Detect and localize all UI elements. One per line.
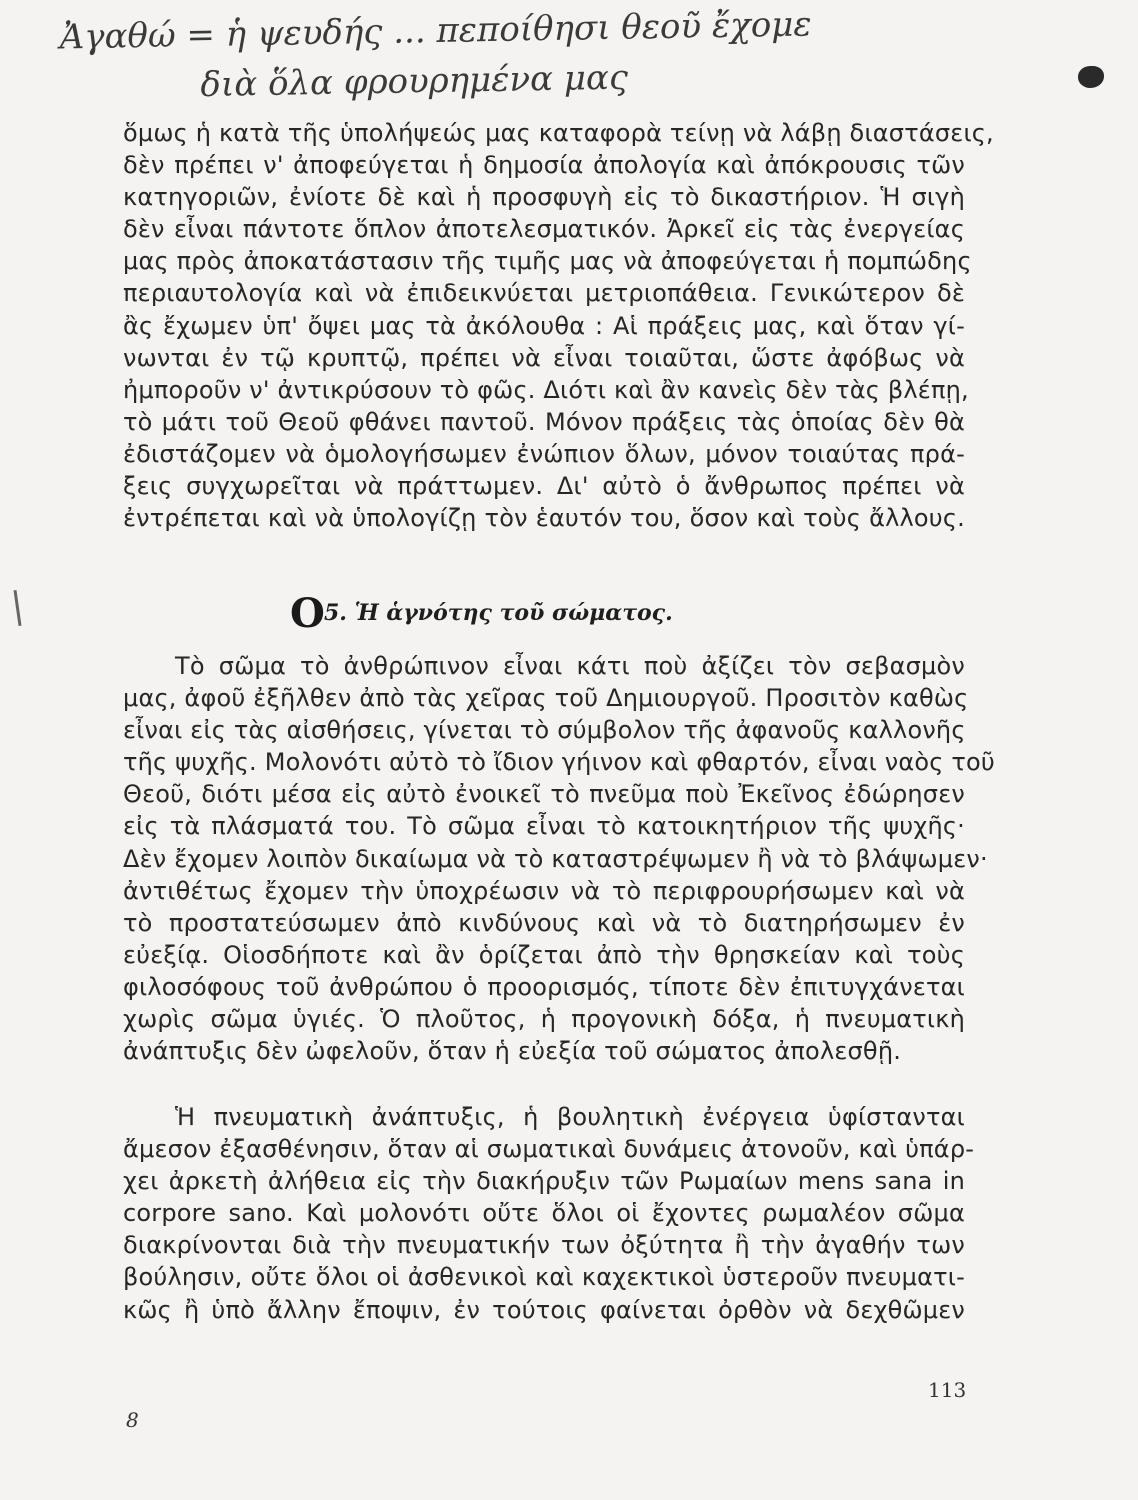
text-line: εἰς τὰ πλάσματά του. Τὸ σῶμα εἶναι τὸ κατοικητήριον τῆς ψυχῆς· <box>123 812 965 841</box>
text-line: δὲν εἶναι πάντοτε ὅπλον ἀποτελεσματικόν. Ἀρκεῖ εἰς τὰς ἐνεργείας <box>123 215 965 244</box>
text-line: κῶς ἢ ὑπὸ ἄλλην ἔποψιν, ἐν τούτοις φαίνεται ὀρθὸν νὰ δεχθῶμεν <box>123 1295 965 1324</box>
paragraph-1 <box>123 117 994 534</box>
text-line: νωνται ἐν τῷ κρυπτῷ, πρέπει νὰ εἶναι τοιαῦται, ὥστε ἀφόβως νὰ <box>123 343 965 372</box>
text-line: περιαυτολογία καὶ νὰ ἐπιδεικνύεται μετριοπάθεια. Γενικώτερον δὲ <box>123 279 965 308</box>
annotation-line-1: Ἀγαθώ = ἡ ψευδής ... πεποίθησι θεοῦ ἔχομε <box>59 4 812 58</box>
handwritten-marker: O <box>290 590 325 637</box>
text-line: εἶναι εἰς τὰς αἰσθήσεις, γίνεται τὸ σύμβολον τῆς ἀφανοῦς καλλονῆς <box>123 716 966 745</box>
text-line: μας, ἀφοῦ ἐξῆλθεν ἀπὸ τὰς χεῖρας τοῦ Δημιουργοῦ. Προσιτὸν καθὼς <box>123 684 969 713</box>
signature-mark: 8 <box>126 1408 139 1432</box>
text-line: ἂς ἔχωμεν ὑπ' ὄψει μας τὰ ἀκόλουθα : Αἱ πράξεις μας, καὶ ὅταν γί- <box>123 311 965 340</box>
margin-mark <box>14 590 22 626</box>
text-line: τὸ προστατεύσωμεν ἀπὸ κινδύνους καὶ νὰ τὸ διατηρήσωμεν ἐν <box>123 908 965 937</box>
text-line: ἀνάπτυξις δὲν ὠφελοῦν, ὅταν ἡ εὐεξία τοῦ σώματος ἀπολεσθῇ. <box>123 1037 902 1066</box>
text-line: χει ἀρκετὴ ἀλήθεια εἰς τὴν διακήρυξιν τῶν Ρωμαίων mens sana in <box>123 1167 965 1196</box>
text-line: ἐντρέπεται καὶ νὰ ὑπολογίζῃ τὸν ἑαυτόν του, ὅσον καὶ τοὺς ἄλλους. <box>123 504 965 533</box>
page-number: 113 <box>928 1378 967 1402</box>
section-title: 5. Ἡ ἁγνότης τοῦ σώματος. <box>324 600 673 626</box>
text-line: μας πρὸς ἀποκατάστασιν τῆς τιμῆς μας νὰ ἀποφεύγεται ἡ πομπώδης <box>123 247 972 276</box>
text-line: διακρίνονται διὰ τὴν πνευματικήν των ὀξύτητα ἢ τὴν ἀγαθήν των <box>123 1231 965 1260</box>
text-line: Τὸ σῶμα τὸ ἀνθρώπινον εἶναι κάτι ποὺ ἀξίζει τὸν σεβασμὸν <box>175 652 965 680</box>
paragraph-2 <box>123 650 996 1067</box>
text-line: ἀντιθέτως ἔχομεν τὴν ὑποχρέωσιν νὰ τὸ περιφρουρήσωμεν καὶ νὰ <box>123 876 965 905</box>
section-heading <box>290 590 790 640</box>
text-line: ξεις συγχωρεῖται νὰ πράττωμεν. Δι' αὐτὸ ὁ ἄνθρωπος πρέπει νὰ <box>123 472 965 501</box>
text-line: corpore sano. Καὶ μολονότι οὔτε ὅλοι οἱ ἔχοντες ρωμαλέον σῶμα <box>123 1199 965 1228</box>
text-line: φιλοσόφους τοῦ ἀνθρώπου ὁ προορισμός, τίποτε δὲν ἐπιτυγχάνεται <box>123 972 965 1001</box>
text-line: εὐεξίᾳ. Οἱοσδήποτε καὶ ἂν ὁρίζεται ἀπὸ τὴν θρησκείαν καὶ τοὺς <box>123 940 965 969</box>
annotation-line-2: διὰ ὅλα φρουρημένα μας <box>200 57 629 106</box>
text-line: ἐδιστάζομεν νὰ ὁμολογήσωμεν ἐνώπιον ὅλων, μόνον τοιαύτας πρά- <box>123 439 965 468</box>
text-line: ὅμως ἡ κατὰ τῆς ὑπολήψεώς μας καταφορὰ τείνῃ νὰ λάβῃ διαστάσεις, <box>123 119 994 147</box>
handwritten-annotation <box>59 0 1041 113</box>
text-line: ἄμεσον ἐξασθένησιν, ὅταν αἱ σωματικαὶ δυνάμεις ἀτονοῦν, καὶ ὑπάρ- <box>123 1135 975 1164</box>
text-line: δὲν πρέπει ν' ἀποφεύγεται ἡ δημοσία ἀπολογία καὶ ἀπόκρουσις τῶν <box>123 151 965 180</box>
text-line: βούλησιν, οὔτε ὅλοι οἱ ἀσθενικοὶ καὶ καχεκτικοὶ ὑστεροῦν πνευματι- <box>123 1263 965 1292</box>
text-line: κατηγοριῶν, ἐνίοτε δὲ καὶ ἡ προσφυγὴ εἰς τὸ δικαστήριον. Ἡ σιγὴ <box>123 183 965 212</box>
paragraph-3 <box>123 1101 975 1326</box>
text-line: χωρὶς σῶμα ὑγιές. Ὁ πλοῦτος, ἡ προγονικὴ δόξα, ἡ πνευματικὴ <box>123 1005 965 1034</box>
text-line: Ἡ πνευματικὴ ἀνάπτυξις, ἡ βουλητικὴ ἐνέργεια ὑφίστανται <box>175 1103 965 1131</box>
text-line: Θεοῦ, διότι μέσα εἰς αὐτὸ ἐνοικεῖ τὸ πνεῦμα ποὺ Ἐκεῖνος ἐδώρησεν <box>123 780 965 809</box>
text-line: τῆς ψυχῆς. Μολονότι αὐτὸ τὸ ἴδιον γήινον καὶ φθαρτόν, εἶναι ναὸς τοῦ <box>123 748 996 777</box>
text-line: ἠμποροῦν ν' ἀντικρύσουν τὸ φῶς. Διότι καὶ ἂν κανεὶς δὲν τὰς βλέπῃ, <box>123 375 969 404</box>
ink-blot <box>1078 66 1104 88</box>
text-line: τὸ μάτι τοῦ Θεοῦ φθάνει παντοῦ. Μόνον πράξεις τὰς ὁποίας δὲν θὰ <box>123 407 965 436</box>
text-line: Δὲν ἔχομεν λοιπὸν δικαίωμα νὰ τὸ καταστρέψωμεν ἢ νὰ τὸ βλάψωμεν· <box>123 844 988 873</box>
